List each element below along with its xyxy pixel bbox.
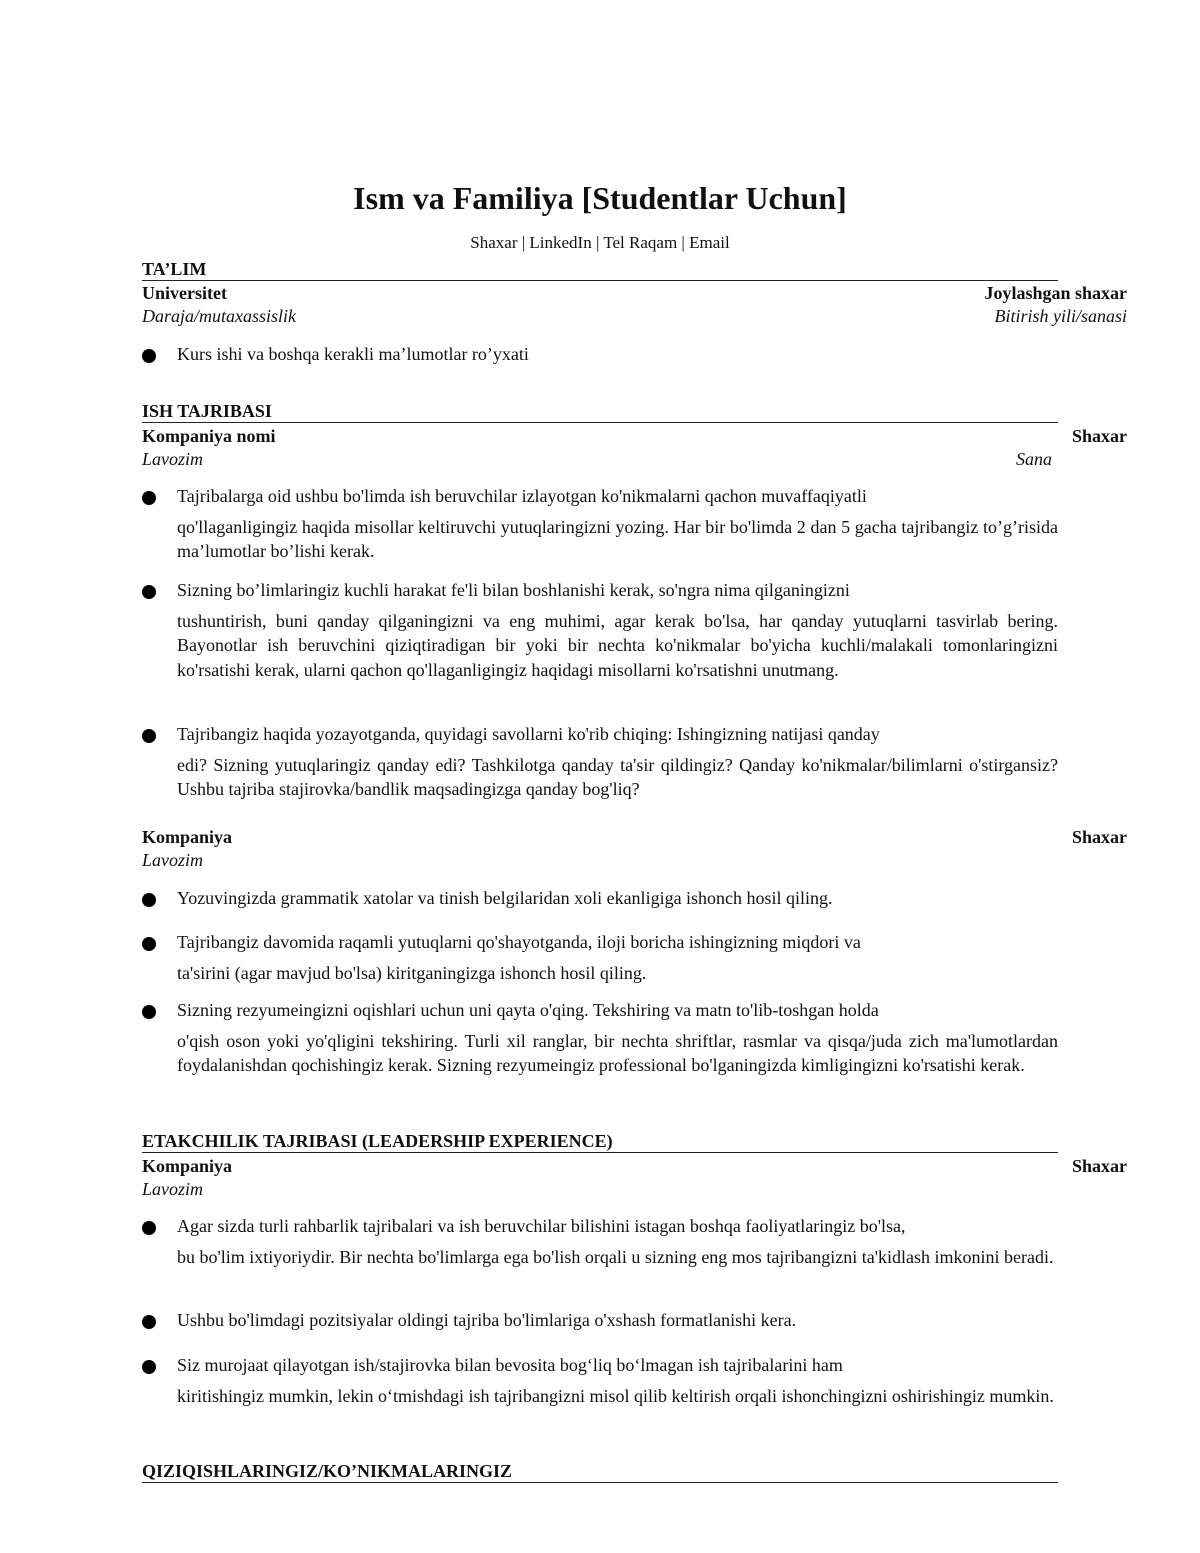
list-item xyxy=(142,342,1058,367)
list-item: Sizning rezyumeingizni oqishlari uchun uni qayta o'qing. Tekshiring va matn to'lib-toshgan holda o'qish oson yoki yo'qligini tekshiring. Turli xil ranglar, bir nechta shriftlar, rasmlar va qisqa/juda zich ma'lumotlardan foydalanishdan qochishingiz kerak. Sizning rezyumeingiz professional bo'lganingizda kimligingizni ko'rsatishi kerak. xyxy=(142,998,1058,1078)
list-item: Ushbu bo'limdagi pozitsiyalar oldingi tajriba bo'limlariga o'xshash formatlanishi kera. xyxy=(142,1308,1058,1333)
bullet-icon xyxy=(142,585,156,599)
section-heading-education: TA’LIM xyxy=(142,258,1058,281)
list-item: Siz murojaat qilayotgan ish/stajirovka bilan bevosita bog‘liq bo‘lmagan ish tajribalarini ham kiritishingiz mumkin, lekin o‘tmishdagi ish tajribangizni misol qilib keltirish orqali ishonchingizni oshirishingiz mumkin. xyxy=(142,1353,1058,1408)
job-date: Sana xyxy=(1016,449,1052,469)
job-role: Lavozim xyxy=(142,850,204,870)
list-item: Yozuvingizda grammatik xatolar va tinish belgilaridan xoli ekanligiga ishonch hosil qiling. xyxy=(142,886,1058,911)
list-item: Tajribangiz haqida yozayotganda, quyidagi savollarni ko'rib chiqing: Ishingizning natijasi qanday edi? Sizning yutuqlaringiz qanday edi? Tashkilotga qanday ta'sir qildingiz? Qanday ko'nikmalar/bilimlarni o'stirgansiz? Ushbu tajriba stajirovka/bandlik maqsadingizga qanday bog'liq? xyxy=(142,722,1058,802)
bullet-icon xyxy=(142,937,156,951)
bullet-icon xyxy=(142,1315,156,1329)
list-item: Tajribangiz davomida raqamli yutuqlarni qo'shayotganda, iloji boricha ishingizning miqdori va ta'sirini (agar mavjud bo'lsa) kiritganingizga ishonch hosil qiling. xyxy=(142,930,1058,985)
degree: Daraja/mutaxassislik xyxy=(142,306,297,326)
contact-line: Shaxar | LinkedIn | Tel Raqam | Email xyxy=(470,233,730,252)
graduation-date: Bitirish yili/sanasi xyxy=(994,306,1127,326)
list-item: Sizning bo’limlaringiz kuchli harakat fe'li bilan boshlanishi kerak, so'ngra nima qilganingizni tushuntirish, buni qanday qilganingizni va eng muhimi, agar kerak bo'lsa, har qanday yutuqlarni tasvirlab bering. Bayonotlar ish beruvchini qiziqtiradigan bir yoki bir nechta ko'nikmalar bo'yicha kuchli/malakali tomonlaringizni ko'rsatishi kerak, ularni qachon qo'llaganligingiz haqidagi misollarni ko'rsatishni unutmang. xyxy=(142,578,1058,682)
company-city: Shaxar xyxy=(1071,827,1127,847)
bullet-icon xyxy=(142,491,156,505)
bullet-icon xyxy=(142,1005,156,1019)
company-city: Shaxar xyxy=(1071,426,1127,446)
company-city: Shaxar xyxy=(1071,1156,1127,1176)
list-item: Agar sizda turli rahbarlik tajribalari va ish beruvchilar bilishini istagan boshqa faoliyatlaringiz bo'lsa, bu bo'lim ixtiyoriydir. Bir nechta bo'limlarga ega bo'lish orqali u sizning eng mos tajribangizni ta'kidlash imkonini beradi. xyxy=(142,1214,1058,1269)
bullet-icon xyxy=(142,1360,156,1374)
section-heading-leadership: ETAKCHILIK TAJRIBASI (LEADERSHIP EXPERIENCE) xyxy=(142,1130,1058,1153)
company-name: Kompaniya xyxy=(142,827,233,847)
company-name: Kompaniya nomi xyxy=(142,426,276,446)
bullet-text: Kurs ishi va boshqa kerakli ma’lumotlar ro’yxati xyxy=(177,344,529,364)
company-name: Kompaniya xyxy=(142,1156,233,1176)
school-name: Universitet xyxy=(142,283,227,303)
job-role: Lavozim xyxy=(142,1179,204,1199)
bullet-icon xyxy=(142,893,156,907)
section-heading-work: ISH TAJRIBASI xyxy=(142,400,1058,423)
school-location: Joylashgan shaxar xyxy=(984,283,1127,303)
bullet-icon xyxy=(142,349,156,363)
section-heading-skills: QIZIQISHLARINGIZ/KO’NIKMALARINGIZ xyxy=(142,1460,1058,1483)
resume-name: Ism va Familiya [Studentlar Uchun] xyxy=(353,180,847,216)
list-item: Tajribalarga oid ushbu bo'limda ish beruvchilar izlayotgan ko'nikmalarni qachon muvaffaqiyatli qo'llaganligingiz haqida misollar keltiruvchi yutuqlaringizni yozing. Har bir bo'limda 2 dan 5 gacha tajribangiz to’g’risida ma’lumotlar bo’lishi kerak. xyxy=(142,484,1058,564)
bullet-icon xyxy=(142,729,156,743)
job-role: Lavozim xyxy=(142,449,204,469)
bullet-icon xyxy=(142,1221,156,1235)
